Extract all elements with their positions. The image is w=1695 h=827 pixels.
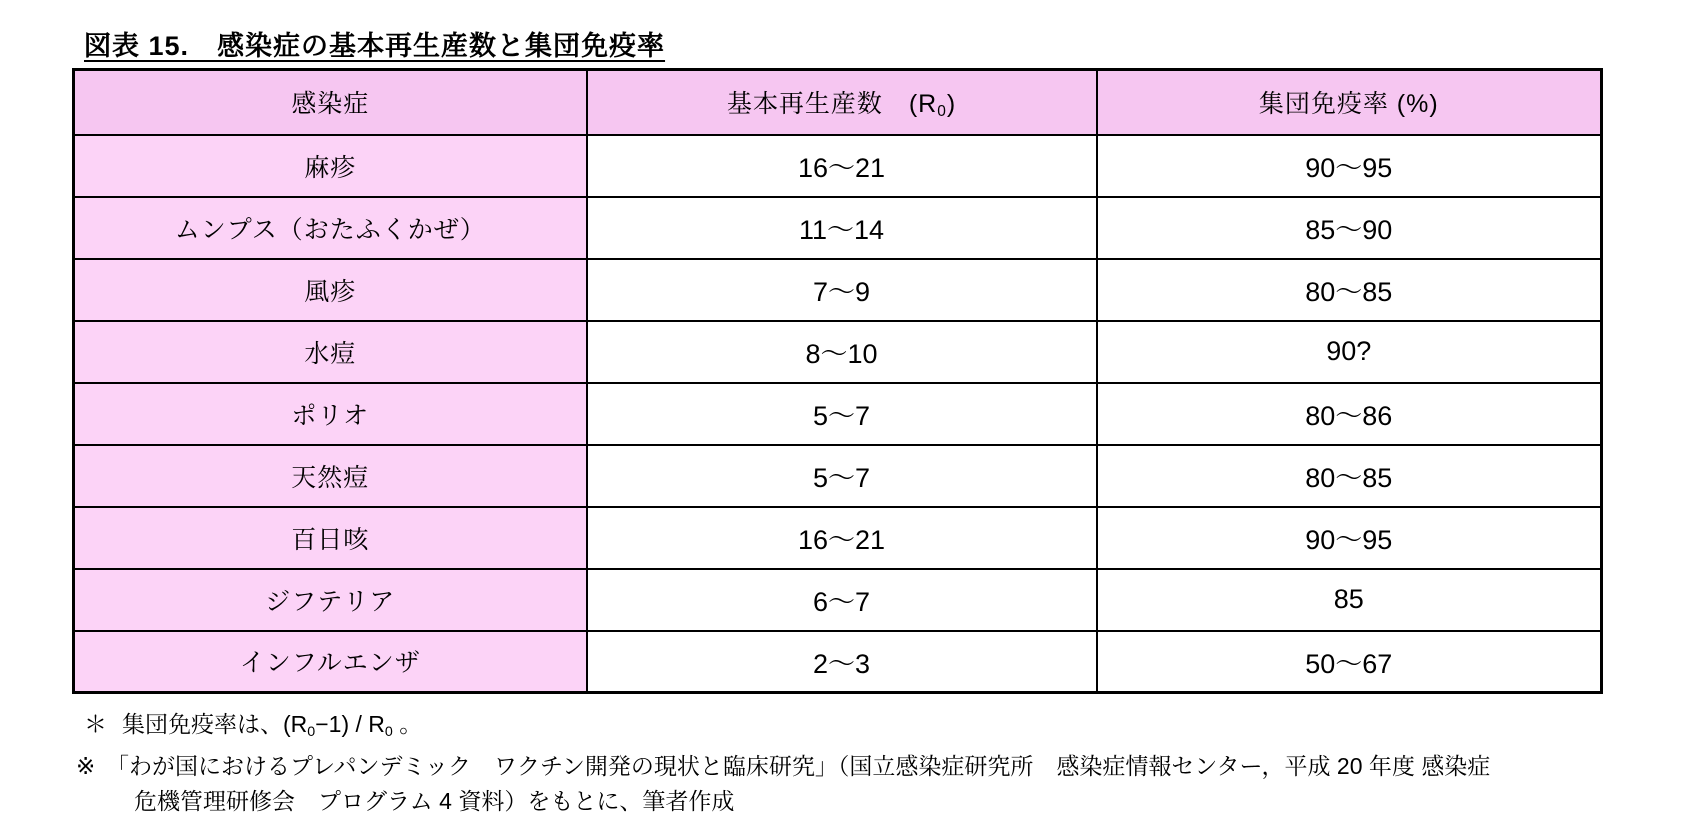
herd-immunity-cell: 80〜85 bbox=[1097, 259, 1602, 321]
disease-cell: 風疹 bbox=[74, 259, 587, 321]
footnote-formula-text bbox=[122, 707, 1695, 743]
reference-marker: ※ bbox=[76, 752, 96, 779]
disease-cell: 百日咳 bbox=[74, 507, 587, 569]
r0-cell: 5〜7 bbox=[587, 383, 1097, 445]
r0-header-suffix: ) bbox=[946, 90, 957, 119]
disease-cell: 天然痘 bbox=[74, 445, 587, 507]
r0-header-text: 基本再生産数 (R bbox=[726, 90, 938, 119]
r0-cell: 7〜9 bbox=[587, 259, 1097, 321]
table-row bbox=[74, 631, 1602, 693]
herd-immunity-cell: 90? bbox=[1097, 321, 1602, 383]
herd-immunity-cell: 50〜67 bbox=[1097, 631, 1602, 693]
r0-table bbox=[72, 68, 1603, 694]
table-row bbox=[74, 321, 1602, 383]
table-row bbox=[74, 445, 1602, 507]
column-header-r0 bbox=[587, 70, 1097, 135]
formula-text: 。 bbox=[392, 711, 423, 737]
table-row bbox=[74, 259, 1602, 321]
figure-title: 図表 15. 感染症の基本再生産数と集団免疫率 bbox=[84, 31, 666, 61]
herd-immunity-cell: 85〜90 bbox=[1097, 197, 1602, 259]
table-row bbox=[74, 569, 1602, 631]
footnote-source bbox=[76, 749, 1695, 820]
formula-text: 集団免疫率は、(R bbox=[122, 711, 308, 737]
r0-cell: 2〜3 bbox=[587, 631, 1097, 693]
herd-immunity-cell: 85 bbox=[1097, 569, 1602, 631]
herd-immunity-cell: 90〜95 bbox=[1097, 135, 1602, 197]
r0-cell: 16〜21 bbox=[587, 135, 1097, 197]
herd-immunity-cell: 80〜85 bbox=[1097, 445, 1602, 507]
table-header-row bbox=[74, 70, 1602, 135]
r0-cell: 6〜7 bbox=[587, 569, 1097, 631]
disease-cell: 水痘 bbox=[74, 321, 587, 383]
herd-immunity-cell: 90〜95 bbox=[1097, 507, 1602, 569]
r0-cell: 11〜14 bbox=[587, 197, 1097, 259]
disease-cell: 麻疹 bbox=[74, 135, 587, 197]
disease-cell: ジフテリア bbox=[74, 569, 587, 631]
table-row bbox=[74, 383, 1602, 445]
table-row bbox=[74, 135, 1602, 197]
table-row bbox=[74, 507, 1602, 569]
r0-cell: 16〜21 bbox=[587, 507, 1097, 569]
disease-cell: ムンプス（おたふくかぜ） bbox=[74, 197, 587, 259]
r0-cell: 8〜10 bbox=[587, 321, 1097, 383]
column-header-herd-immunity: 集団免疫率 (%) bbox=[1097, 70, 1602, 135]
r0-subscript: 0 bbox=[384, 723, 393, 740]
formula-text: −1) / R bbox=[315, 711, 385, 737]
disease-cell: ポリオ bbox=[74, 383, 587, 445]
column-header-disease: 感染症 bbox=[74, 70, 587, 135]
table-row bbox=[74, 197, 1602, 259]
footnote-formula bbox=[84, 707, 1695, 743]
footnotes bbox=[72, 707, 1695, 820]
source-line-2: 危機管理研修会 プログラム 4 資料）をもとに、筆者作成 bbox=[134, 788, 735, 815]
r0-subscript: 0 bbox=[937, 103, 947, 121]
r0-cell: 5〜7 bbox=[587, 445, 1097, 507]
footnote-source-text bbox=[106, 749, 1695, 820]
r0-subscript: 0 bbox=[307, 723, 316, 740]
disease-cell: インフルエンザ bbox=[74, 631, 587, 693]
source-line-1: 「わが国におけるプレパンデミック ワクチン開発の現状と臨床研究」（国立感染症研究所 感染症情報センター，平成 20 年度 感染症 bbox=[106, 752, 1491, 779]
herd-immunity-cell: 80〜86 bbox=[1097, 383, 1602, 445]
asterisk-marker: ＊ bbox=[84, 711, 107, 737]
